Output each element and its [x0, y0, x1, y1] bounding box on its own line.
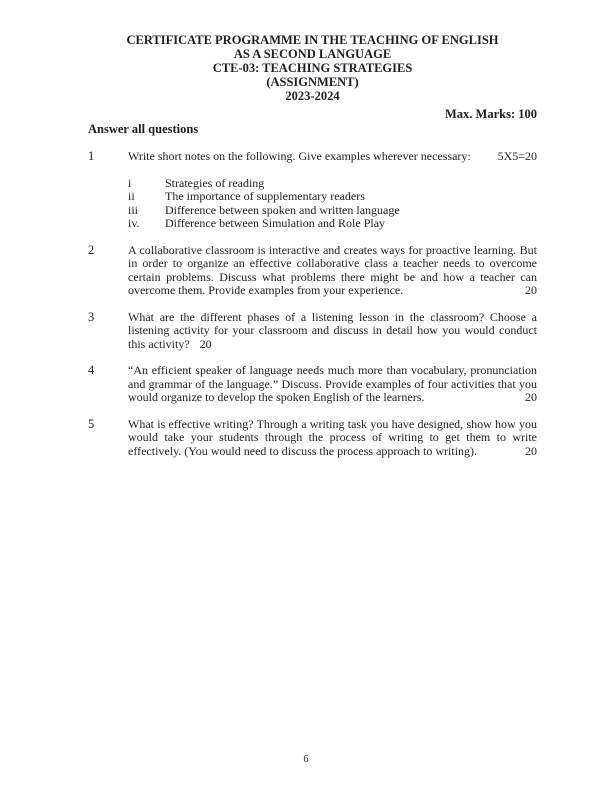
question-body [128, 311, 537, 352]
title-line-1: CERTIFICATE PROGRAMME IN THE TEACHING OF ENGLISH [126, 33, 499, 47]
question-number: 2 [88, 242, 95, 257]
max-marks-label: Max. Marks: 100 [445, 107, 537, 121]
question-number: 1 [88, 149, 95, 163]
question-1 [88, 150, 537, 231]
question-3 [88, 311, 537, 352]
question-number: 3 [88, 309, 95, 324]
question-marks: 20 [525, 390, 537, 404]
subitem-text: Strategies of reading [165, 175, 265, 190]
question-text: What is effective writing? Through a writing task you have designed, show how you would take your students through the process of writing to get them to write effectively. (You would need to discuss the process approach to writing). [128, 416, 537, 458]
question-paragraph [128, 418, 537, 459]
question-body [128, 418, 537, 459]
page-number: 6 [303, 754, 309, 765]
subitem-ii [128, 190, 537, 204]
question-5 [88, 418, 537, 459]
question-body [128, 364, 537, 405]
subitem-label: ii [128, 189, 135, 203]
question-body [128, 150, 537, 231]
subitem-iv [128, 217, 537, 231]
question-number: 4 [88, 363, 95, 377]
question-head [128, 150, 537, 164]
question-list [88, 150, 537, 458]
subitem-i [128, 177, 537, 191]
question-number: 5 [88, 416, 95, 431]
subitem-text: Difference between Simulation and Role Play [165, 216, 386, 230]
subitem-text: The importance of supplementary readers [165, 189, 365, 203]
subitem-iii [128, 204, 537, 218]
question-text: “An efficient speaker of language needs much more than vocabulary, pronunciation and grammar of the language.” Discuss. Provide examples of four activities that you would organize to develop the spoken English of the learners. [128, 363, 537, 404]
question-body [128, 244, 537, 298]
answer-instruction: Answer all questions [88, 122, 199, 136]
question-2 [88, 244, 537, 298]
question-marks: 20 [525, 443, 537, 458]
question-marks: 20 [525, 283, 537, 297]
subitem-label: iv. [128, 216, 140, 230]
question-paragraph [128, 364, 537, 405]
document-title-block [88, 33, 537, 103]
question-paragraph [128, 244, 537, 298]
subitem-text: Difference between spoken and written language [165, 202, 400, 217]
title-line-4: (ASSIGNMENT) [266, 75, 359, 89]
title-line-5: 2023-2024 [285, 89, 340, 103]
subitem-label: i [128, 175, 132, 190]
question-4 [88, 364, 537, 405]
question-paragraph [128, 311, 537, 352]
title-line-2: AS A SECOND LANGUAGE [233, 47, 392, 61]
question-text: Write short notes on the following. Give examples wherever necessary: [128, 149, 471, 163]
question-text: What are the different phases of a listening lesson in the classroom? Choose a listening activity for your classroom and discuss in detail how you would conduct this activity? [128, 309, 537, 351]
question-subitems [128, 177, 537, 231]
question-text: A collaborative classroom is interactive and creates ways for proactive learning. But in order to organize an effective collaborative class a teacher needs to overcome certain problems. Discuss what problems there might be and how a teacher can overcome them. Provide examples from your experience. [128, 242, 537, 297]
subitem-label: iii [128, 202, 139, 217]
question-marks: 20 [199, 336, 212, 351]
title-line-3: CTE-03: TEACHING STRATEGIES [212, 61, 413, 75]
question-marks: 5X5=20 [497, 149, 537, 163]
